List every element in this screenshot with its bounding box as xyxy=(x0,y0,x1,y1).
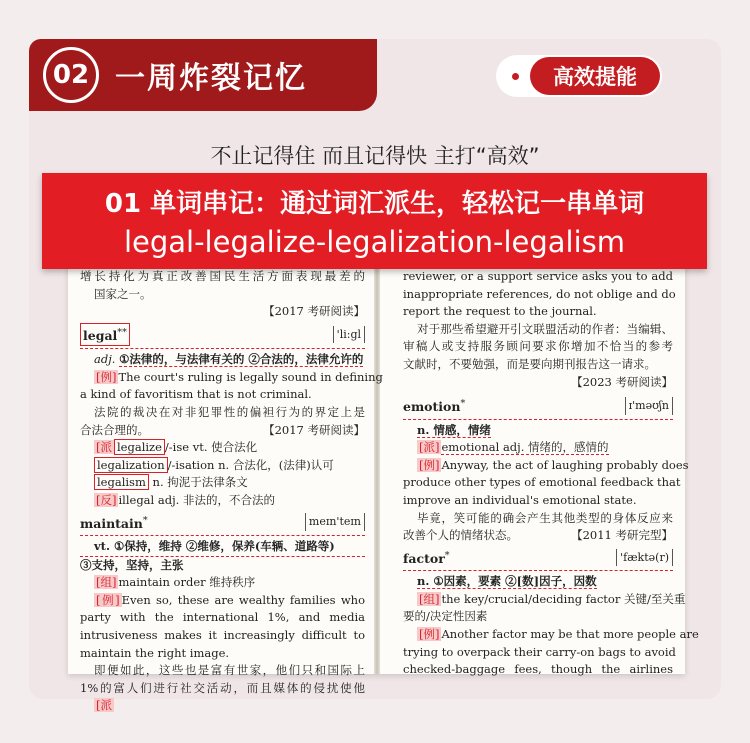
example-line: intrusiveness makes it increasingly difficult to xyxy=(80,627,365,642)
example-text: The court's ruling is legally sound in defining xyxy=(118,369,383,384)
book-spine xyxy=(374,262,380,674)
definition-text: n. 情感，情绪 xyxy=(417,422,491,437)
text-line: 增长持化为真正改善国民生活方面表现最差的 xyxy=(80,269,365,283)
efficiency-badge xyxy=(496,55,662,97)
collocation-text: maintain order 维持秩序 xyxy=(118,575,256,590)
badge-label: 高效提能 xyxy=(530,57,660,95)
antonym-tag: [反] xyxy=(96,492,117,507)
definition: ③支持，坚持，主张 xyxy=(80,557,184,572)
example-tag: [例] xyxy=(419,457,440,472)
text-line: reviewer, or a support service asks you to add xyxy=(403,269,673,283)
subtitle: 不止记得住 而且记得快 主打“高效” xyxy=(210,144,540,168)
definition xyxy=(403,422,673,440)
highlight-banner xyxy=(42,173,707,269)
derivative-text: /-ise vt. 使合法化 xyxy=(164,440,258,455)
dictionary-page xyxy=(68,262,699,713)
phonetic: meɪn'teɪn xyxy=(305,513,365,531)
translation-line: 1%的富人们进行社交活动，而且媒体的侵扰使他 xyxy=(80,680,365,695)
divider xyxy=(403,419,673,420)
definition: vt. ①保持，维持 ②维修，保养(车辆、道路等) xyxy=(80,538,365,557)
derivative-line xyxy=(80,474,365,492)
translation-line: 对于那些希望避开引文联盟活动的作者：当编辑、 xyxy=(417,321,673,336)
banner-word-chain: legal-legalize-legalization-legalism xyxy=(123,225,626,259)
antonym-line xyxy=(80,492,365,510)
example-tag: [例] xyxy=(96,369,117,384)
entry-header-legal xyxy=(80,323,365,346)
translation-line: 文献时，不要勉强，而是要向期刊报告这一请求。 xyxy=(403,356,656,371)
text-line: inappropriate references, do not oblige and do xyxy=(403,286,676,301)
headword: maintain xyxy=(80,515,143,531)
left-column xyxy=(80,262,383,715)
example-line: maintain the right image. xyxy=(80,645,230,660)
collocation-text: the key/crucial/deciding factor 关键/至关重 xyxy=(441,591,686,606)
definition-text: n. ①因素，要素 ②[数]因子，因数 xyxy=(417,574,597,589)
collocation-tag: [组] xyxy=(96,575,117,590)
source-citation: 【2011 考研完型】 xyxy=(571,528,673,543)
text-line: report the request to the journal. xyxy=(403,304,597,319)
section-number: 02 xyxy=(43,47,99,103)
example-line: checked-baggage fees, though the airlines xyxy=(403,662,673,677)
derivative-line xyxy=(80,439,365,457)
headword: legal xyxy=(83,327,118,343)
phonetic: 'li:gl xyxy=(333,326,365,344)
example-tag: [例] xyxy=(96,592,120,607)
derivative-tag: [派 xyxy=(96,440,112,455)
example-text: Anyway, the act of laughing probably does xyxy=(441,457,689,472)
example-line: improve an individual's emotional state. xyxy=(403,492,637,507)
derivative-word: legalism xyxy=(94,474,149,490)
example-line xyxy=(403,626,699,644)
frequency-stars: * xyxy=(142,514,148,526)
example-tag: [例] xyxy=(419,626,440,641)
banner-heading: 01 单词串记：通过词汇派生，轻松记一串单词 xyxy=(104,189,645,219)
example-text: Another factor may be that more people are xyxy=(441,626,699,641)
example-line: a kind of favoritism that is not criminal. xyxy=(80,387,312,402)
divider xyxy=(403,570,673,571)
divider xyxy=(80,535,365,536)
derivative-line xyxy=(403,439,673,457)
derivative-word: legalization xyxy=(94,457,168,473)
frequency-stars: * xyxy=(444,549,450,561)
section-title-tab xyxy=(29,39,377,111)
translation-line: 毕竟，笑可能的确会产生其他类型的身体反应来 xyxy=(417,510,673,525)
definition xyxy=(80,351,365,369)
derivative-text: emotional adj. 情绪的，感情的 xyxy=(441,440,609,455)
phonetic: 'fæktə(r) xyxy=(616,549,673,567)
derivative-text: n. 拘泥于法律条文 xyxy=(152,475,248,490)
example-line: party with the international 1%, and media xyxy=(80,610,365,625)
collocation-line xyxy=(403,591,686,609)
collocation-line xyxy=(80,574,365,592)
derivative-line xyxy=(80,457,365,475)
part-of-speech: adj. xyxy=(94,352,116,367)
derivative-word: legalize xyxy=(114,439,165,455)
derivative-tag-partial: [派 xyxy=(96,698,112,713)
frequency-stars: * xyxy=(460,398,466,410)
collocation-line: 要的/决定性因素 xyxy=(403,609,488,624)
translation-line: 合法合理的。 xyxy=(80,422,149,437)
phonetic: ɪ'məʊʃn xyxy=(625,397,673,415)
headword: factor xyxy=(403,550,445,566)
example-line xyxy=(80,592,365,610)
right-column xyxy=(403,262,699,679)
headword-box xyxy=(80,323,130,346)
entry-header-factor xyxy=(403,547,673,568)
example-line xyxy=(403,457,689,475)
bullet-dot-icon xyxy=(512,73,519,80)
definition-text: ①法律的，与法律有关的 ②合法的，法律允许的 xyxy=(119,352,364,367)
source-citation: 【2023 考研阅读】 xyxy=(571,374,673,389)
section-title: 一周炸裂记忆 xyxy=(115,61,307,96)
example-line xyxy=(80,369,383,387)
frequency-stars: ** xyxy=(117,326,127,338)
derivative-tag xyxy=(80,697,365,715)
example-line: produce other types of emotional feedback that xyxy=(403,475,681,490)
divider xyxy=(80,348,365,349)
antonym-text: illegal adj. 非法的，不合法的 xyxy=(118,492,275,507)
derivative-text: /-isation n. 合法化，(法律)认可 xyxy=(167,457,334,472)
derivative-tag: [派] xyxy=(419,440,440,455)
example-line: trying to overpack their carry-on bags to avoid xyxy=(403,644,676,659)
translation-line: 法院的裁决在对非犯罪性的偏袒行为的界定上是 xyxy=(94,404,365,419)
entry-header-maintain xyxy=(80,512,365,533)
translation-line: 改善个人的情绪状态。 xyxy=(403,528,518,543)
source-citation: 【2017 考研阅读】 xyxy=(263,422,365,437)
entry-header-emotion xyxy=(403,395,673,416)
collocation-tag: [组] xyxy=(419,591,440,606)
example-text: Even so, these are wealthy families who xyxy=(121,592,365,607)
source-citation: 【2017 考研阅读】 xyxy=(263,304,365,319)
text-line: 国家之一。 xyxy=(94,286,152,301)
headword: emotion xyxy=(403,398,461,414)
translation-line: 审稿人或支持服务顾问要求你增加不恰当的参考 xyxy=(403,339,673,354)
translation-line: 即便如此，这些也是富有世家，他们只和国际上 xyxy=(94,663,365,678)
definition xyxy=(403,573,673,591)
